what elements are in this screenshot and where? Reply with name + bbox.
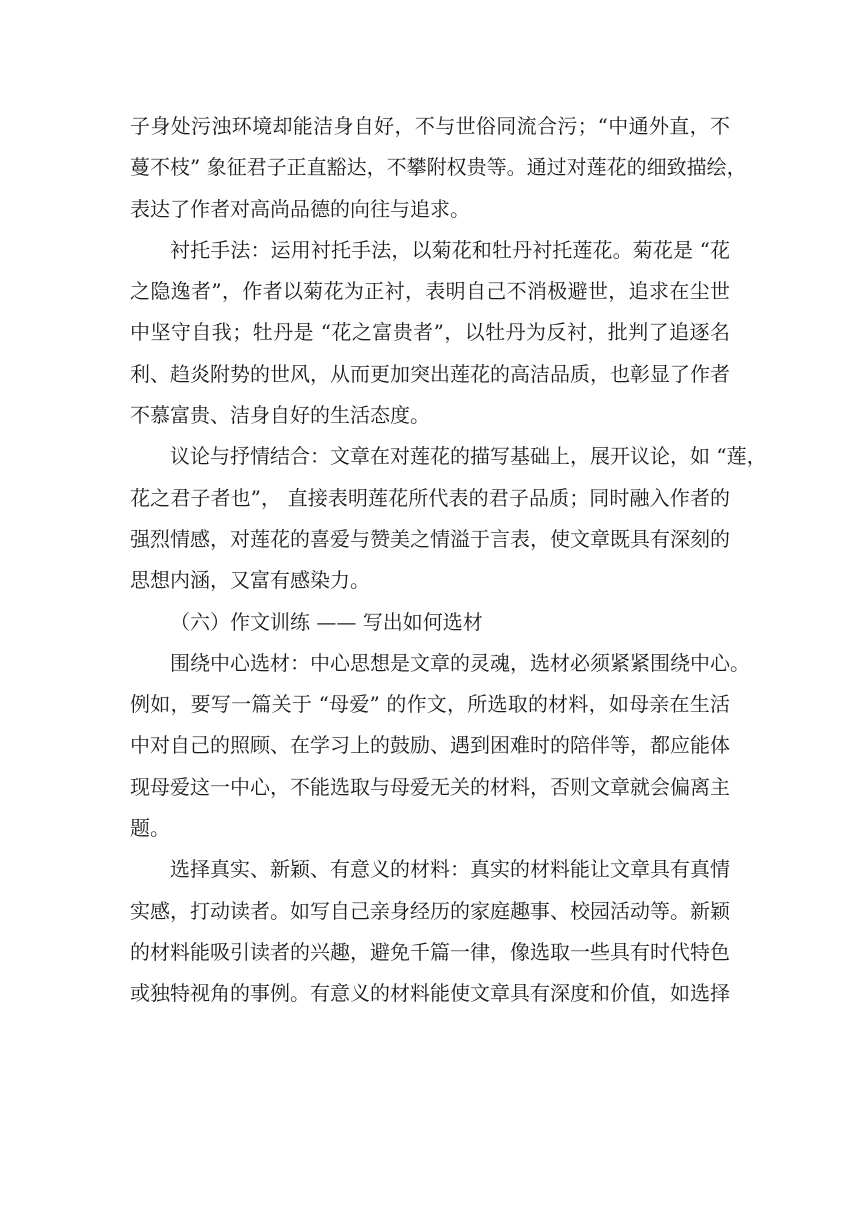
text-line: 中坚守自我；牡丹是 “花之富贵者”，以牡丹为反衬，批判了追逐名 (130, 320, 730, 345)
paragraph-start-line: 衬托手法：运用衬托手法，以菊花和牡丹衬托莲花。菊花是 “花 (170, 237, 730, 262)
text-line: 或独特视角的事例。有意义的材料能使文章具有深度和价值，如选择 (130, 981, 730, 1006)
text-line: 子身处污浊环境却能洁身自好，不与世俗同流合污；“中通外直，不 (130, 114, 730, 138)
text-line: 之隐逸者”，作者以菊花为正衬，表明自己不消极避世，追求在尘世 (130, 279, 730, 304)
text-line: 实感，打动读者。如写自己亲身经历的家庭趣事、校园活动等。新颖 (130, 898, 730, 923)
text-line: 强烈情感，对莲花的喜爱与赞美之情溢于言表，使文章既具有深刻的 (130, 526, 730, 551)
text-line: 的材料能吸引读者的兴趣，避免千篇一律，像选取一些具有时代特色 (130, 939, 730, 964)
text-line: 表达了作者对高尚品德的向往与追求。 (130, 196, 470, 221)
section-heading: （六）作文训练 —— 写出如何选材 (170, 609, 483, 634)
document-body (130, 106, 767, 1015)
text-line: 题。 (130, 816, 170, 841)
text-line: 花之君子者也”， 直接表明莲花所代表的君子品质；同时融入作者的 (130, 485, 730, 510)
text-line: 例如，要写一篇关于 “母爱” 的作文，所选取的材料，如母亲在生活 (130, 692, 730, 717)
text-line: 中对自己的照顾、在学习上的鼓励、遇到困难时的陪伴等，都应能体 (130, 733, 730, 758)
text-line: 现母爱这一中心，不能选取与母爱无关的材料，否则文章就会偏离主 (130, 774, 730, 799)
paragraph-start-line: 选择真实、新颖、有意义的材料：真实的材料能让文章具有真情 (170, 857, 730, 882)
text-line: 利、趋炎附势的世风，从而更加突出莲花的高洁品质，也彰显了作者 (130, 361, 730, 386)
paragraph-start-line: 议论与抒情结合：文章在对莲花的描写基础上，展开议论，如 “莲， (170, 444, 767, 469)
paragraph-start-line: 围绕中心选材：中心思想是文章的灵魂，选材必须紧紧围绕中心。 (170, 650, 750, 675)
text-line: 蔓不枝” 象征君子正直豁达，不攀附权贵等。通过对莲花的细致描绘， (130, 155, 747, 180)
text-line: 不慕富贵、洁身自好的生活态度。 (130, 403, 430, 428)
text-line: 思想内涵，又富有感染力。 (130, 568, 370, 593)
